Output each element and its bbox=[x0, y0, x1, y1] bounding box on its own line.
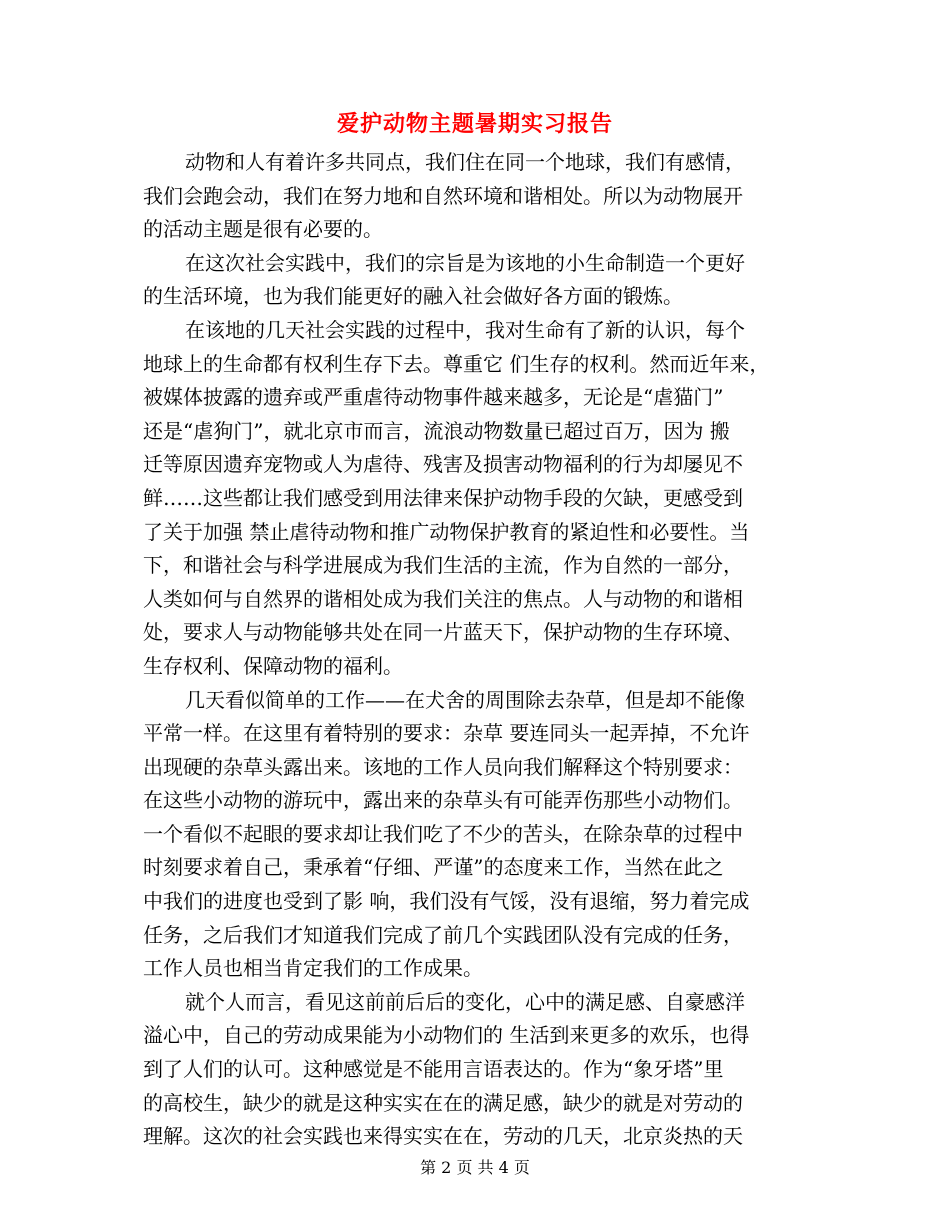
text-line: 出现硬的杂草头露出来。该地的工作人员向我们解释这个特别要求： bbox=[143, 754, 743, 779]
text-line: 了关于加强 禁止虐待动物和推广动物保护教育的紧迫性和必要性。当 bbox=[143, 519, 750, 544]
text-line: 的生活环境，也为我们能更好的融入社会做好各方面的锻炼。 bbox=[143, 284, 683, 309]
text-line: 理解。这次的社会实践也来得实实在在，劳动的几天，北京炎热的天 bbox=[143, 1124, 743, 1149]
text-line: 平常一样。在这里有着特别的要求：杂草 要连同头一起弄掉，不允许 bbox=[143, 721, 750, 746]
text-line: 地球上的生命都有权利生存下去。尊重它 们生存的权利。然而近年来， bbox=[143, 351, 770, 376]
text-line: 在这次社会实践中，我们的宗旨是为该地的小生命制造一个更好 bbox=[185, 250, 745, 275]
text-line: 被媒体披露的遗弃或严重虐待动物事件越来越多，无论是“虐猫门” bbox=[143, 385, 724, 410]
text-line: 动物和人有着许多共同点，我们住在同一个地球，我们有感情， bbox=[185, 150, 745, 174]
text-line: 到了人们的认可。这种感觉是不能用言语表达的。作为“象牙塔”里 bbox=[143, 1057, 724, 1082]
text-line: 一个看似不起眼的要求却让我们吃了不少的苦头，在除杂草的过程中 bbox=[143, 821, 743, 846]
text-line: 生存权利、保障动物的福利。 bbox=[143, 653, 403, 678]
text-line: 迁等原因遗弃宠物或人为虐待、残害及损害动物福利的行为却屡见不 bbox=[143, 452, 743, 477]
text-line: 中我们的进度也受到了影 响，我们没有气馁，没有退缩，努力着完成 bbox=[143, 889, 750, 914]
text-line: 下，和谐社会与科学进展成为我们生活的主流，作为自然的一部分， bbox=[143, 553, 743, 578]
text-line: 就个人而言，看见这前前后后的变化，心中的满足感、自豪感洋 bbox=[185, 989, 745, 1014]
page-number-footer: 第 2 页 共 4 页 bbox=[420, 1158, 530, 1177]
text-line: 在该地的几天社会实践的过程中，我对生命有了新的认识，每个 bbox=[185, 317, 745, 342]
text-line: 溢心中，自己的劳动成果能为小动物们的 生活到来更多的欢乐，也得 bbox=[143, 1023, 750, 1048]
text-line: 时刻要求着自己，秉承着“仔细、严谨”的态度来工作，当然在此之 bbox=[143, 855, 724, 880]
text-line: 的高校生，缺少的就是这种实实在在的满足感，缺少的就是对劳动的 bbox=[143, 1090, 743, 1115]
text-line: 工作人员也相当肯定我们的工作成果。 bbox=[143, 956, 483, 981]
text-line: 在这些小动物的游玩中，露出来的杂草头有可能弄伤那些小动物们。 bbox=[143, 788, 743, 813]
document-body bbox=[143, 146, 807, 1154]
text-line: 几天看似简单的工作——在犬舍的周围除去杂草，但是却不能像 bbox=[185, 687, 745, 712]
text-line: 处，要求人与动物能够共处在同一片蓝天下，保护动物的生存环境、 bbox=[143, 620, 743, 645]
document-title: 爱护动物主题暑期实习报告 bbox=[336, 111, 613, 137]
text-line: 我们会跑会动，我们在努力地和自然环境和谐相处。所以为动物展开 bbox=[143, 183, 743, 208]
text-line: 鲜……这些都让我们感受到用法律来保护动物手段的欠缺，更感受到 bbox=[143, 485, 743, 510]
text-line: 任务，之后我们才知道我们完成了前几个实践团队没有完成的任务， bbox=[143, 922, 743, 947]
text-line: 人类如何与自然界的谐相处成为我们关注的焦点。人与动物的和谐相 bbox=[143, 586, 743, 611]
text-line: 还是“虐狗门”，就北京市而言，流浪动物数量已超过百万，因为 搬 bbox=[143, 418, 730, 443]
text-line: 的活动主题是很有必要的。 bbox=[143, 217, 383, 242]
